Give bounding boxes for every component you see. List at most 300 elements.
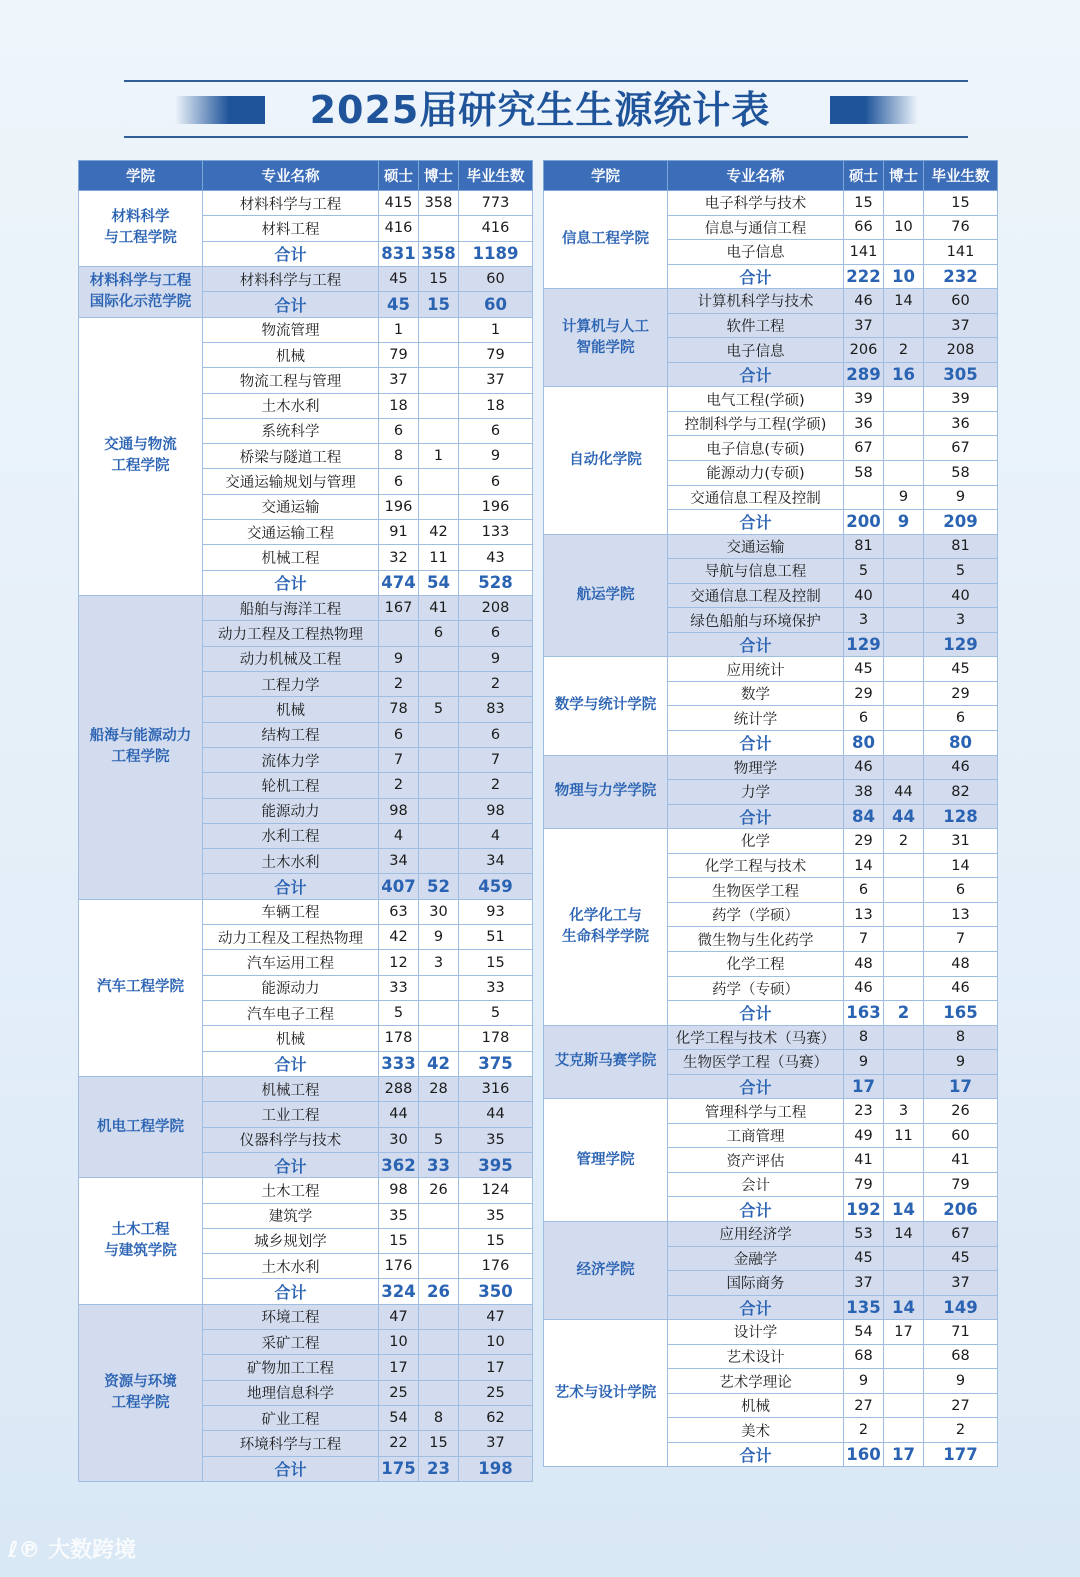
major-cell: 水利工程 bbox=[203, 823, 379, 848]
table-row bbox=[79, 596, 533, 621]
phd-count-cell bbox=[884, 755, 924, 780]
master-count-cell: 2 bbox=[379, 773, 419, 798]
phd-count-cell bbox=[884, 461, 924, 486]
master-count-cell: 42 bbox=[379, 925, 419, 950]
graduate-count-cell: 81 bbox=[924, 534, 998, 559]
master-count-cell: 46 bbox=[844, 289, 884, 314]
graduate-count-cell: 1 bbox=[459, 317, 533, 342]
master-count-cell: 18 bbox=[379, 393, 419, 418]
graduate-count-cell: 133 bbox=[459, 520, 533, 545]
major-cell: 结构工程 bbox=[203, 722, 379, 747]
subtotal-phd: 52 bbox=[419, 874, 459, 899]
college-name-line: 艾克斯马赛学院 bbox=[554, 1053, 657, 1070]
master-count-cell: 37 bbox=[379, 368, 419, 393]
master-count-cell: 6 bbox=[379, 722, 419, 747]
graduate-count-cell: 37 bbox=[459, 1431, 533, 1456]
phd-count-cell bbox=[884, 1050, 924, 1075]
phd-count-cell: 44 bbox=[884, 780, 924, 805]
graduate-count-cell: 15 bbox=[924, 191, 998, 216]
subtotal-label: 合计 bbox=[203, 570, 379, 595]
graduate-count-cell: 44 bbox=[459, 1102, 533, 1127]
phd-count-cell: 2 bbox=[884, 829, 924, 854]
master-count-cell: 36 bbox=[844, 411, 884, 436]
major-cell: 微生物与生化药学 bbox=[668, 927, 844, 952]
college-name-line: 工程学院 bbox=[111, 1394, 170, 1411]
major-cell: 艺术学理论 bbox=[668, 1369, 844, 1394]
graduate-count-cell: 124 bbox=[459, 1178, 533, 1203]
graduate-count-cell: 9 bbox=[924, 1369, 998, 1394]
graduate-count-cell: 2 bbox=[459, 773, 533, 798]
major-cell: 机械工程 bbox=[203, 545, 379, 570]
graduate-count-cell: 60 bbox=[924, 289, 998, 314]
header-total: 毕业生数 bbox=[924, 161, 998, 191]
phd-count-cell bbox=[884, 436, 924, 461]
subtotal-phd: 33 bbox=[419, 1152, 459, 1177]
subtotal-label: 合计 bbox=[203, 1051, 379, 1076]
master-count-cell: 41 bbox=[844, 1148, 884, 1173]
college-name-line: 汽车工程学院 bbox=[97, 979, 184, 996]
table-row bbox=[544, 1320, 998, 1345]
phd-count-cell: 5 bbox=[419, 697, 459, 722]
college-name-cell bbox=[79, 1304, 203, 1481]
subtotal-graduates: 209 bbox=[924, 510, 998, 535]
subtotal-graduates: 165 bbox=[924, 1001, 998, 1026]
major-cell: 设计学 bbox=[668, 1320, 844, 1345]
phd-count-cell bbox=[884, 583, 924, 608]
phd-count-cell bbox=[884, 191, 924, 216]
major-cell: 金融学 bbox=[668, 1246, 844, 1271]
college-name-line: 信息工程学院 bbox=[562, 231, 649, 248]
college-name-cell bbox=[544, 387, 668, 534]
phd-count-cell bbox=[419, 1254, 459, 1279]
major-cell: 机械 bbox=[203, 697, 379, 722]
college-name-cell bbox=[544, 1320, 668, 1467]
phd-count-cell bbox=[884, 927, 924, 952]
major-cell: 环境科学与工程 bbox=[203, 1431, 379, 1456]
college-name-cell bbox=[79, 1178, 203, 1305]
major-cell: 桥梁与隧道工程 bbox=[203, 444, 379, 469]
major-cell: 材料科学与工程 bbox=[203, 191, 379, 216]
major-cell: 国际商务 bbox=[668, 1271, 844, 1296]
subtotal-graduates: 149 bbox=[924, 1295, 998, 1320]
subtotal-master: 129 bbox=[844, 632, 884, 657]
phd-count-cell: 30 bbox=[419, 899, 459, 924]
major-cell: 管理科学与工程 bbox=[668, 1099, 844, 1124]
master-count-cell: 196 bbox=[379, 494, 419, 519]
graduate-count-cell: 43 bbox=[459, 545, 533, 570]
master-count-cell bbox=[844, 485, 884, 510]
college-name-cell bbox=[79, 317, 203, 595]
master-count-cell: 4 bbox=[379, 823, 419, 848]
master-count-cell: 5 bbox=[379, 1001, 419, 1026]
phd-count-cell: 9 bbox=[419, 925, 459, 950]
table-row bbox=[79, 1178, 533, 1203]
subtotal-phd: 14 bbox=[884, 1197, 924, 1222]
subtotal-label: 合计 bbox=[203, 1152, 379, 1177]
phd-count-cell bbox=[419, 216, 459, 241]
major-cell: 材料科学与工程 bbox=[203, 266, 379, 291]
major-cell: 美术 bbox=[668, 1418, 844, 1443]
major-cell: 环境工程 bbox=[203, 1304, 379, 1329]
phd-count-cell bbox=[419, 393, 459, 418]
master-count-cell: 9 bbox=[844, 1050, 884, 1075]
graduate-count-cell: 25 bbox=[459, 1380, 533, 1405]
subtotal-graduates: 177 bbox=[924, 1442, 998, 1467]
watermark-text: 大数跨境 bbox=[48, 1538, 137, 1563]
graduate-count-cell: 7 bbox=[924, 927, 998, 952]
college-name-cell bbox=[544, 657, 668, 755]
major-cell: 建筑学 bbox=[203, 1203, 379, 1228]
college-name-line: 工程学院 bbox=[111, 458, 170, 475]
table-row bbox=[544, 1099, 998, 1124]
graduate-count-cell: 416 bbox=[459, 216, 533, 241]
subtotal-label: 合计 bbox=[203, 241, 379, 266]
phd-count-cell bbox=[419, 469, 459, 494]
major-cell: 动力工程及工程热物理 bbox=[203, 925, 379, 950]
master-count-cell: 34 bbox=[379, 849, 419, 874]
graduate-count-cell: 208 bbox=[924, 338, 998, 363]
subtotal-master: 192 bbox=[844, 1197, 884, 1222]
graduate-count-cell: 2 bbox=[459, 671, 533, 696]
graduate-count-cell: 67 bbox=[924, 436, 998, 461]
major-cell: 交通运输工程 bbox=[203, 520, 379, 545]
page-title: 2025届研究生生源统计表 bbox=[309, 88, 771, 132]
table-row bbox=[544, 534, 998, 559]
phd-count-cell: 3 bbox=[419, 950, 459, 975]
master-count-cell: 176 bbox=[379, 1254, 419, 1279]
master-count-cell: 45 bbox=[844, 657, 884, 682]
graduate-count-cell: 98 bbox=[459, 798, 533, 823]
phd-count-cell bbox=[419, 494, 459, 519]
subtotal-label: 合计 bbox=[668, 1074, 844, 1099]
master-count-cell: 39 bbox=[844, 387, 884, 412]
major-cell: 土木水利 bbox=[203, 393, 379, 418]
major-cell: 应用经济学 bbox=[668, 1221, 844, 1246]
phd-count-cell bbox=[884, 657, 924, 682]
college-name-line: 自动化学院 bbox=[569, 452, 642, 469]
phd-count-cell bbox=[419, 1330, 459, 1355]
graduate-count-cell: 15 bbox=[459, 1228, 533, 1253]
major-cell: 材料工程 bbox=[203, 216, 379, 241]
graduate-count-cell: 37 bbox=[459, 368, 533, 393]
master-count-cell: 15 bbox=[379, 1228, 419, 1253]
graduate-count-cell: 76 bbox=[924, 215, 998, 240]
graduate-count-cell: 2 bbox=[924, 1418, 998, 1443]
phd-count-cell bbox=[884, 1369, 924, 1394]
graduate-count-cell: 773 bbox=[459, 191, 533, 216]
graduate-count-cell: 83 bbox=[459, 697, 533, 722]
phd-count-cell bbox=[884, 976, 924, 1001]
master-count-cell: 27 bbox=[844, 1393, 884, 1418]
college-name-line: 船海与能源动力 bbox=[89, 728, 192, 745]
master-count-cell: 30 bbox=[379, 1127, 419, 1152]
major-cell: 应用统计 bbox=[668, 657, 844, 682]
phd-count-cell bbox=[884, 951, 924, 976]
phd-count-cell bbox=[419, 646, 459, 671]
subtotal-graduates: 528 bbox=[459, 570, 533, 595]
graduate-count-cell: 14 bbox=[924, 853, 998, 878]
master-count-cell: 14 bbox=[844, 853, 884, 878]
phd-count-cell: 14 bbox=[884, 1221, 924, 1246]
master-count-cell: 35 bbox=[379, 1203, 419, 1228]
phd-count-cell bbox=[419, 1380, 459, 1405]
subtotal-master: 80 bbox=[844, 731, 884, 756]
major-cell: 电子信息 bbox=[668, 338, 844, 363]
subtotal-label: 合计 bbox=[668, 264, 844, 289]
table-header-row bbox=[79, 161, 533, 191]
college-name-line: 交通与物流 bbox=[104, 437, 177, 454]
phd-count-cell: 2 bbox=[884, 338, 924, 363]
master-count-cell: 29 bbox=[844, 829, 884, 854]
master-count-cell: 58 bbox=[844, 461, 884, 486]
major-cell: 仪器科学与技术 bbox=[203, 1127, 379, 1152]
subtotal-master: 135 bbox=[844, 1295, 884, 1320]
master-count-cell: 25 bbox=[379, 1380, 419, 1405]
master-count-cell: 49 bbox=[844, 1123, 884, 1148]
watermark-logo-icon: ℓ℗ bbox=[8, 1538, 41, 1563]
master-count-cell: 10 bbox=[379, 1330, 419, 1355]
phd-count-cell bbox=[419, 722, 459, 747]
master-count-cell: 13 bbox=[844, 902, 884, 927]
master-count-cell: 23 bbox=[844, 1099, 884, 1124]
subtotal-phd: 15 bbox=[419, 292, 459, 317]
major-cell: 艺术设计 bbox=[668, 1344, 844, 1369]
major-cell: 能源动力 bbox=[203, 798, 379, 823]
phd-count-cell bbox=[884, 878, 924, 903]
graduate-count-cell: 8 bbox=[924, 1025, 998, 1050]
master-count-cell: 32 bbox=[379, 545, 419, 570]
college-name-line: 航运学院 bbox=[576, 587, 635, 604]
subtotal-graduates: 128 bbox=[924, 804, 998, 829]
college-name-cell bbox=[544, 1099, 668, 1222]
college-name-cell bbox=[79, 191, 203, 267]
college-name-line: 智能学院 bbox=[576, 339, 635, 356]
table-row bbox=[79, 266, 533, 291]
major-cell: 生物医学工程 bbox=[668, 878, 844, 903]
graduate-count-cell: 9 bbox=[924, 1050, 998, 1075]
header-college: 学院 bbox=[79, 161, 203, 191]
master-count-cell: 415 bbox=[379, 191, 419, 216]
college-name-line: 与建筑学院 bbox=[104, 1242, 177, 1259]
phd-count-cell bbox=[419, 975, 459, 1000]
table-row bbox=[79, 1304, 533, 1329]
college-name-line: 生命科学学院 bbox=[562, 928, 649, 945]
major-cell: 交通运输规划与管理 bbox=[203, 469, 379, 494]
master-count-cell: 1 bbox=[379, 317, 419, 342]
master-count-cell: 288 bbox=[379, 1076, 419, 1101]
master-count-cell: 79 bbox=[844, 1172, 884, 1197]
table-header-row bbox=[544, 161, 998, 191]
graduate-count-cell: 176 bbox=[459, 1254, 533, 1279]
master-count-cell: 33 bbox=[379, 975, 419, 1000]
graduate-count-cell: 33 bbox=[459, 975, 533, 1000]
major-cell: 矿业工程 bbox=[203, 1406, 379, 1431]
graduate-count-cell: 41 bbox=[924, 1148, 998, 1173]
graduate-count-cell: 82 bbox=[924, 780, 998, 805]
major-cell: 流体力学 bbox=[203, 747, 379, 772]
right-stats-table bbox=[543, 160, 998, 1467]
major-cell: 汽车运用工程 bbox=[203, 950, 379, 975]
major-cell: 控制科学与工程(学硕) bbox=[668, 411, 844, 436]
subtotal-phd: 26 bbox=[419, 1279, 459, 1304]
phd-count-cell bbox=[419, 368, 459, 393]
graduate-count-cell: 6 bbox=[924, 706, 998, 731]
graduate-count-cell: 10 bbox=[459, 1330, 533, 1355]
master-count-cell: 6 bbox=[844, 706, 884, 731]
table-row bbox=[79, 1076, 533, 1101]
graduate-count-cell: 35 bbox=[459, 1203, 533, 1228]
graduate-count-cell: 51 bbox=[459, 925, 533, 950]
major-cell: 地理信息科学 bbox=[203, 1380, 379, 1405]
graduate-count-cell: 18 bbox=[459, 393, 533, 418]
college-name-line: 工程学院 bbox=[111, 749, 170, 766]
graduate-count-cell: 15 bbox=[459, 950, 533, 975]
phd-count-cell bbox=[884, 387, 924, 412]
phd-count-cell bbox=[419, 1228, 459, 1253]
subtotal-phd: 17 bbox=[884, 1442, 924, 1467]
master-count-cell: 46 bbox=[844, 755, 884, 780]
header-phd: 博士 bbox=[884, 161, 924, 191]
major-cell: 机械 bbox=[203, 342, 379, 367]
master-count-cell: 6 bbox=[379, 469, 419, 494]
major-cell: 动力机械及工程 bbox=[203, 646, 379, 671]
major-cell: 电子信息(专硕) bbox=[668, 436, 844, 461]
subtotal-master: 84 bbox=[844, 804, 884, 829]
header-master: 硕士 bbox=[844, 161, 884, 191]
subtotal-label: 合计 bbox=[668, 632, 844, 657]
major-cell: 交通信息工程及控制 bbox=[668, 583, 844, 608]
master-count-cell: 167 bbox=[379, 596, 419, 621]
master-count-cell: 45 bbox=[844, 1246, 884, 1271]
graduate-count-cell: 5 bbox=[924, 559, 998, 584]
master-count-cell: 2 bbox=[379, 671, 419, 696]
major-cell: 城乡规划学 bbox=[203, 1228, 379, 1253]
subtotal-graduates: 206 bbox=[924, 1197, 998, 1222]
master-count-cell: 9 bbox=[379, 646, 419, 671]
phd-count-cell: 1 bbox=[419, 444, 459, 469]
graduate-count-cell: 141 bbox=[924, 240, 998, 265]
college-name-line: 国际化示范学院 bbox=[89, 293, 192, 310]
phd-count-cell: 358 bbox=[419, 191, 459, 216]
subtotal-graduates: 17 bbox=[924, 1074, 998, 1099]
subtotal-phd: 23 bbox=[419, 1456, 459, 1481]
phd-count-cell bbox=[884, 608, 924, 633]
subtotal-master: 160 bbox=[844, 1442, 884, 1467]
table-row bbox=[79, 317, 533, 342]
college-name-cell bbox=[544, 755, 668, 829]
graduate-count-cell: 45 bbox=[924, 657, 998, 682]
subtotal-graduates: 60 bbox=[459, 292, 533, 317]
table-row bbox=[544, 191, 998, 216]
college-name-cell bbox=[544, 534, 668, 657]
subtotal-graduates: 198 bbox=[459, 1456, 533, 1481]
phd-count-cell bbox=[419, 1203, 459, 1228]
major-cell: 导航与信息工程 bbox=[668, 559, 844, 584]
graduate-count-cell: 27 bbox=[924, 1393, 998, 1418]
graduate-count-cell: 68 bbox=[924, 1344, 998, 1369]
major-cell: 电气工程(学硕) bbox=[668, 387, 844, 412]
master-count-cell: 44 bbox=[379, 1102, 419, 1127]
master-count-cell: 37 bbox=[844, 1271, 884, 1296]
major-cell: 船舶与海洋工程 bbox=[203, 596, 379, 621]
subtotal-phd: 16 bbox=[884, 362, 924, 387]
phd-count-cell bbox=[884, 240, 924, 265]
subtotal-master: 362 bbox=[379, 1152, 419, 1177]
major-cell: 交通运输 bbox=[668, 534, 844, 559]
college-name-line: 土木工程 bbox=[111, 1221, 170, 1238]
major-cell: 资产评估 bbox=[668, 1148, 844, 1173]
graduate-count-cell: 71 bbox=[924, 1320, 998, 1345]
graduate-count-cell: 45 bbox=[924, 1246, 998, 1271]
graduate-count-cell: 6 bbox=[459, 418, 533, 443]
major-cell: 土木水利 bbox=[203, 1254, 379, 1279]
major-cell: 土木水利 bbox=[203, 849, 379, 874]
phd-count-cell bbox=[419, 1026, 459, 1051]
graduate-count-cell: 4 bbox=[459, 823, 533, 848]
major-cell: 机械 bbox=[668, 1393, 844, 1418]
major-cell: 计算机科学与技术 bbox=[668, 289, 844, 314]
table-row bbox=[544, 829, 998, 854]
major-cell: 采矿工程 bbox=[203, 1330, 379, 1355]
graduate-count-cell: 35 bbox=[459, 1127, 533, 1152]
major-cell: 信息与通信工程 bbox=[668, 215, 844, 240]
graduate-count-cell: 6 bbox=[459, 621, 533, 646]
major-cell: 药学（专硕） bbox=[668, 976, 844, 1001]
table-row bbox=[544, 289, 998, 314]
subtotal-master: 17 bbox=[844, 1074, 884, 1099]
major-cell: 化学工程与技术 bbox=[668, 853, 844, 878]
college-name-line: 计算机与人工 bbox=[562, 318, 649, 335]
college-name-line: 经济学院 bbox=[576, 1262, 635, 1279]
subtotal-label: 合计 bbox=[203, 292, 379, 317]
subtotal-label: 合计 bbox=[203, 874, 379, 899]
phd-count-cell bbox=[884, 853, 924, 878]
major-cell: 物流工程与管理 bbox=[203, 368, 379, 393]
subtotal-graduates: 232 bbox=[924, 264, 998, 289]
phd-count-cell bbox=[419, 747, 459, 772]
major-cell: 化学 bbox=[668, 829, 844, 854]
college-name-cell bbox=[544, 289, 668, 387]
college-name-line: 化学化工与 bbox=[569, 907, 642, 924]
major-cell: 能源动力(专硕) bbox=[668, 461, 844, 486]
master-count-cell: 8 bbox=[379, 444, 419, 469]
phd-count-cell bbox=[419, 849, 459, 874]
phd-count-cell: 8 bbox=[419, 1406, 459, 1431]
subtotal-phd: 2 bbox=[884, 1001, 924, 1026]
major-cell: 系统科学 bbox=[203, 418, 379, 443]
graduate-count-cell: 79 bbox=[924, 1172, 998, 1197]
subtotal-phd: 10 bbox=[884, 264, 924, 289]
header-total: 毕业生数 bbox=[459, 161, 533, 191]
college-name-cell bbox=[79, 899, 203, 1076]
graduate-count-cell: 37 bbox=[924, 1271, 998, 1296]
phd-count-cell bbox=[884, 534, 924, 559]
college-name-cell bbox=[79, 266, 203, 317]
header-phd: 博士 bbox=[419, 161, 459, 191]
subtotal-phd: 42 bbox=[419, 1051, 459, 1076]
master-count-cell: 17 bbox=[379, 1355, 419, 1380]
subtotal-phd bbox=[884, 731, 924, 756]
phd-count-cell: 15 bbox=[419, 1431, 459, 1456]
subtotal-master: 163 bbox=[844, 1001, 884, 1026]
master-count-cell: 5 bbox=[844, 559, 884, 584]
master-count-cell: 79 bbox=[379, 342, 419, 367]
college-name-cell bbox=[544, 191, 668, 289]
master-count-cell: 40 bbox=[844, 583, 884, 608]
graduate-count-cell: 40 bbox=[924, 583, 998, 608]
major-cell: 汽车电子工程 bbox=[203, 1001, 379, 1026]
major-cell: 土木工程 bbox=[203, 1178, 379, 1203]
